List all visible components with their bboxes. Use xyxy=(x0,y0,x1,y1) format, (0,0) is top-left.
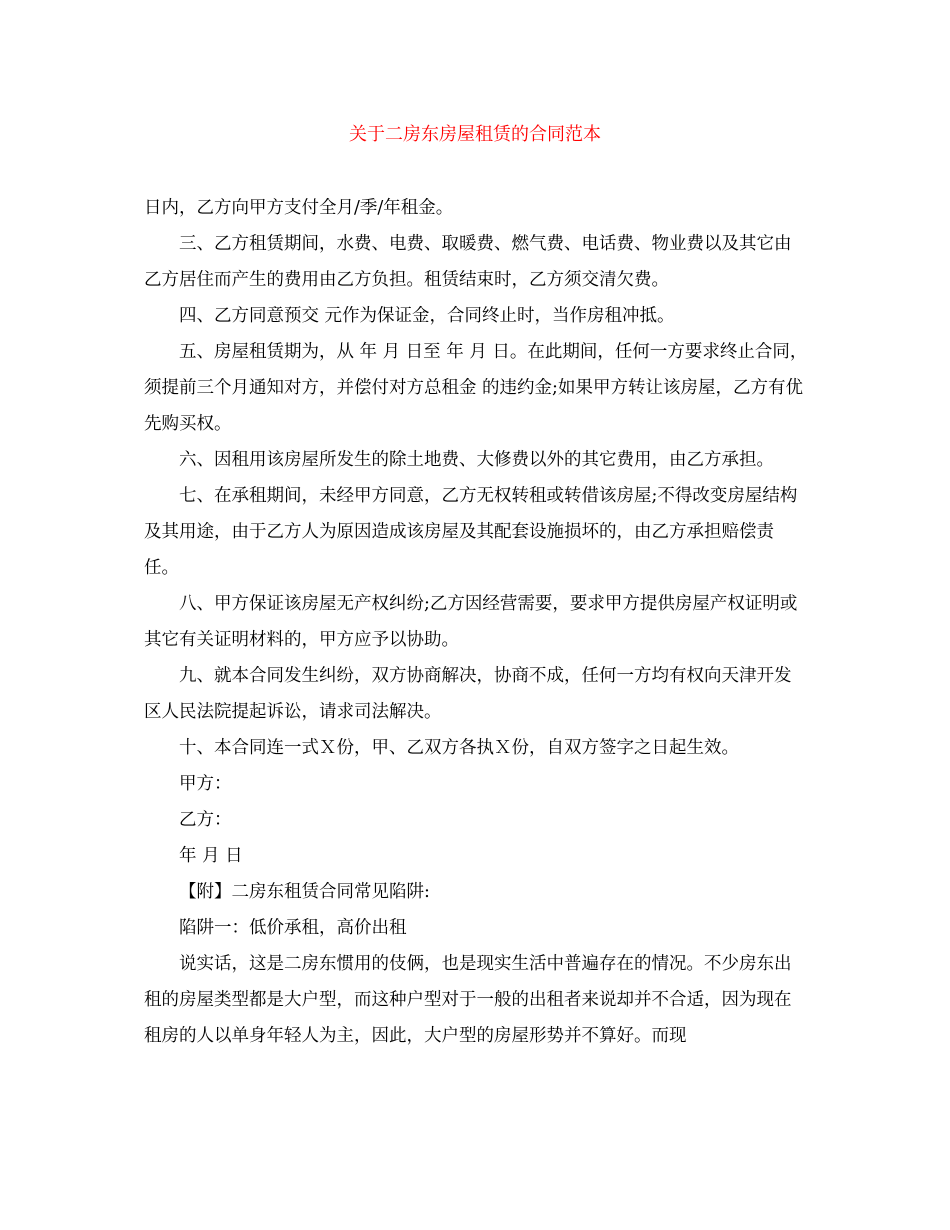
signature-party-b: 乙方： xyxy=(179,810,232,830)
paragraph-clause-5: 五、房屋租赁期为，从 年 月 日至 年 月 日。在此期间，任何一方要求终止合同，须提前三个月通知对方，并偿付对方总租金 的违约金;如果甲方转让该房屋，乙方有优先购买权。 xyxy=(144,342,808,434)
document-body xyxy=(144,190,808,1054)
paragraph-clause-8: 八、甲方保证该房屋无产权纠纷;乙方因经营需要，要求甲方提供房屋产权证明或其它有关证明材料的，甲方应予以协助。 xyxy=(144,594,798,650)
trap-one-body: 说实话，这是二房东惯用的伎俩，也是现实生活中普遍存在的情况。不少房东出租的房屋类型都是大户型，而这种户型对于一般的出租者来说却并不合适，因为现在租房的人以单身年轻人为主，因此，大户型的房屋形势并不算好。而现 xyxy=(144,954,792,1046)
document-title: 关于二房东房屋租赁的合同范本 xyxy=(349,124,601,145)
paragraph-clause-7: 七、在承租期间，未经甲方同意，乙方无权转租或转借该房屋;不得改变房屋结构及其用途，由于乙方人为原因造成该房屋及其配套设施损坏的，由乙方承担赔偿责任。 xyxy=(144,486,798,578)
paragraph-clause-3: 三、乙方租赁期间，水费、电费、取暖费、燃气费、电话费、物业费以及其它由乙方居住而产生的费用由乙方负担。租赁结束时，乙方须交清欠费。 xyxy=(144,234,792,290)
paragraph-rent-payment: 日内，乙方向甲方支付全月/季/年租金。 xyxy=(144,198,454,218)
paragraph-clause-10: 十、本合同连一式Ｘ份，甲、乙双方各执Ｘ份，自双方签字之日起生效。 xyxy=(179,738,739,758)
paragraph-clause-6: 六、因租用该房屋所发生的除土地费、大修费以外的其它费用，由乙方承担。 xyxy=(179,450,774,470)
trap-one-heading: 陷阱一：低价承租，高价出租 xyxy=(179,918,407,938)
signature-party-a: 甲方： xyxy=(179,774,232,794)
paragraph-clause-4: 四、乙方同意预交 元作为保证金，合同终止时，当作房租冲抵。 xyxy=(179,306,675,326)
paragraph-clause-9: 九、就本合同发生纠纷，双方协商解决，协商不成，任何一方均有权向天津开发区人民法院提起诉讼，请求司法解决。 xyxy=(144,666,792,722)
appendix-heading: 【附】二房东租赁合同常见陷阱: xyxy=(179,882,430,902)
signature-date: 年 月 日 xyxy=(179,846,243,866)
